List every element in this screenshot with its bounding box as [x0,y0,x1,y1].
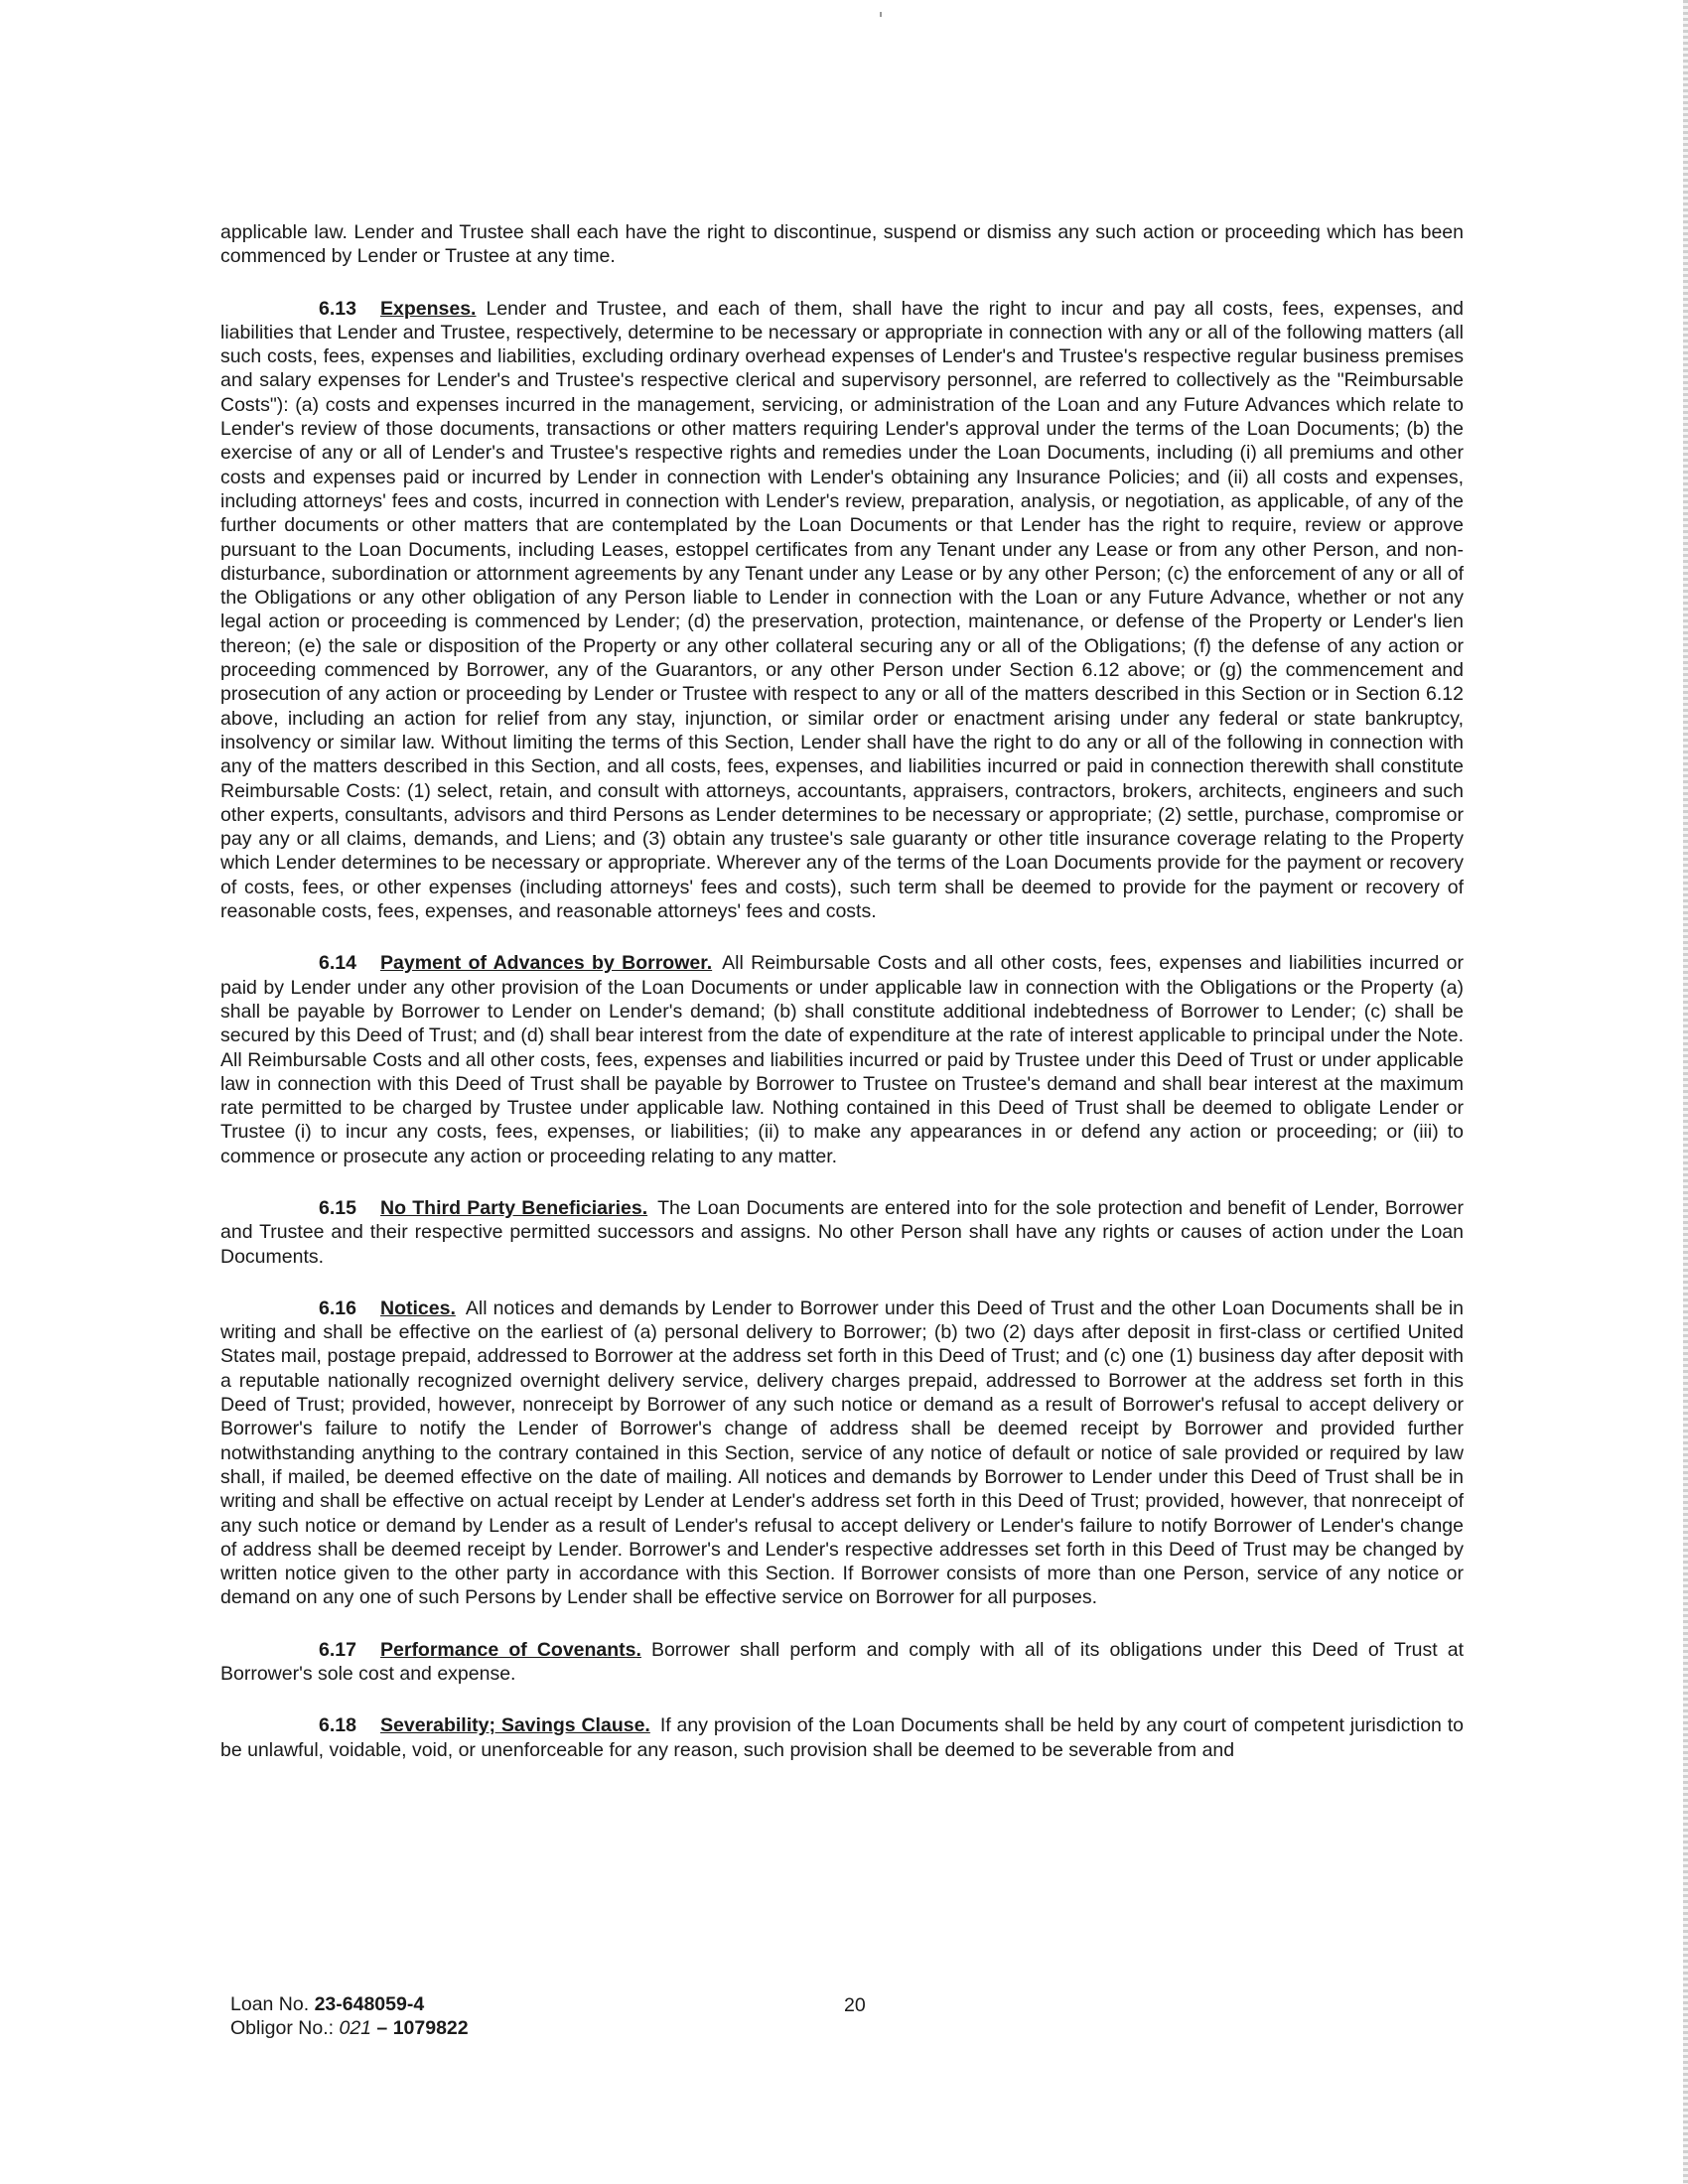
section-6-16 [220,1297,1464,1610]
section-heading: No Third Party Beneficiaries. [380,1196,648,1219]
section-heading: Notices. [380,1297,456,1319]
section-text: Lender and Trustee, and each of them, shall have the right to incur and pay all costs, fees, expenses, and liabilities that Lender and Trustee, respectively, determine to be necessary or appropriate in connection with any or all of the following matters (all such costs, fees, expenses and liabilities, excluding ordinary overhead expenses of Lender's and Trustee's respective regular business premises and salary expenses for Lender's and Trustee's respective clerical and supervisory personnel, are referred to collectively as the "Reimbursable Costs"): (a) costs and expenses incurred in the management, servicing, or administration of the Loan and any Future Advances which relate to Lender's review of those documents, transactions or other matters requiring Lender's approval under the terms of the Loan Documents; (b) the exercise of any or all of Lender's and Trustee's respective rights and remedies under the Loan Documents, including (i) all premiums and other costs and expenses paid or incurred by Lender in connection with Lender's obtaining any Insurance Policies; and (ii) all costs and expenses, including attorneys' fees and costs, incurred in connection with Lender's review, preparation, analysis, or negotiation, as applicable, of any of the further documents or other matters that are contemplated by the Loan Documents or that Lender has the right to require, review or approve pursuant to the Loan Documents, including Leases, estoppel certificates from any Tenant under any Lease or from any other Person, and non-disturbance, subordination or attornment agreements by any Tenant under any Lease or by any other Person; (c) the enforcement of any or all of the Obligations or any other obligation of any Person liable to Lender in connection with the Loan or any Future Advance, whether or not any legal action or proceeding is commenced by Lender; (d) the preservation, protection, maintenance, or defense of the Property or Lender's lien thereon; (e) the sale or disposition of the Property or any other collateral securing any or all of the Obligations; (f) the defense of any action or proceeding commenced by Borrower, any of the Guarantors, or any other Person under Section 6.12 above; or (g) the commencement and prosecution of any action or proceeding by Lender or Trustee with respect to any or all of the matters described in this Section or in Section 6.12 above, including an action for relief from any stay, injunction, or similar order or enactment arising under any federal or state bankruptcy, insolvency or similar law. Without limiting the terms of this Section, Lender shall have the right to do any or all of the following in connection with any of the matters described in this Section, and all costs, fees, expenses, and liabilities incurred or paid in connection therewith shall constitute Reimbursable Costs: (1) select, retain, and consult with attorneys, accountants, appraisers, contractors, brokers, architects, engineers and such other experts, consultants, advisors and third Persons as Lender determines to be necessary or appropriate; (2) settle, purchase, compromise or pay any or all claims, demands, and Liens; and (3) obtain any trustee's sale guaranty or other title insurance coverage relating to the Property which Lender determines to be necessary or appropriate. Wherever any of the terms of the Loan Documents provide for the payment or recovery of costs, fees, or other expenses (including attorneys' fees and costs), such term shall be deemed to provide for the payment or recovery of reasonable costs, fees, expenses, and reasonable attorneys' fees and costs. [220,297,1464,923]
loan-number: 23-648059-4 [314,1993,425,2015]
scan-edge [1683,0,1688,2184]
section-heading: Performance of Covenants. [380,1638,641,1661]
section-text: All notices and demands by Lender to Borrower under this Deed of Trust and the other Loan Documents shall be in writing and shall be effective on the earliest of (a) personal delivery to Borrower; (b) two (2) days after deposit in first-class or certified United States mail, postage prepaid, addressed to Borrower at the address set forth in this Deed of Trust; and (c) one (1) business day after deposit with a reputable nationally recognized overnight delivery service, delivery charges prepaid, addressed to Borrower at the address set forth in this Deed of Trust; provided, however, nonreceipt by Borrower of any such notice or demand as a result of Borrower's refusal to accept delivery or Borrower's failure to notify the Lender of Borrower's change of address shall be deemed receipt by Borrower and provided further notwithstanding anything to the contrary contained in this Section, service of any notice of default or notice of sale provided or required by law shall, if mailed, be deemed effective on the date of mailing. All notices and demands by Borrower to Lender under this Deed of Trust shall be in writing and shall be effective on actual receipt by Lender at Lender's address set forth in this Deed of Trust; provided, however, that nonreceipt of any such notice or demand by Lender as a result of Lender's refusal to accept delivery or Lender's failure to notify Borrower of Lender's change of address shall be deemed receipt by Lender. Borrower's and Lender's respective addresses set forth in this Deed of Trust may be changed by written notice given to the other party in accordance with this Section. If Borrower consists of more than one Person, service of any notice or demand on any one of such Persons by Lender shall be effective service on Borrower for all purposes. [220,1297,1464,1609]
section-number: 6.17 [319,1638,356,1661]
page-number: 20 [844,1994,866,2016]
section-6-14 [220,951,1464,1168]
obligor-separator: – [371,2017,393,2039]
scan-speck [880,12,882,17]
section-6-15 [220,1196,1464,1269]
obligor-number-line [230,2016,1462,2040]
loan-label: Loan No. [230,1993,310,2015]
section-6-18 [220,1713,1464,1762]
section-text: Borrower shall perform and comply with all of its obligations under this Deed of Trust at Borrower's sole cost and expense. [220,1638,1464,1686]
section-heading: Expenses. [380,297,477,320]
section-text: If any provision of the Loan Documents shall be held by any court of competent jurisdiction to be unlawful, voidable, void, or unenforceable for any reason, such provision shall be deemed to be severable from and [220,1714,1465,1761]
section-number: 6.13 [319,297,356,320]
section-text: The Loan Documents are entered into for the sole protection and benefit of Lender, Borrower and Trustee and their respective permitted successors and assigns. No other Person shall have any rights or causes of action under the Loan Documents. [220,1196,1464,1268]
section-6-13 [220,297,1464,924]
section-number: 6.14 [319,952,356,975]
obligor-prefix: 021 [339,2017,372,2039]
obligor-number: 1079822 [392,2017,469,2039]
section-heading: Severability; Savings Clause. [380,1714,650,1737]
document-body [220,220,1464,1790]
section-6-17 [220,1638,1464,1687]
section-number: 6.16 [319,1297,356,1319]
obligor-label: Obligor No.: [230,2017,335,2039]
section-text: All Reimbursable Costs and all other costs, fees, expenses and liabilities incurred or paid by Lender under any other provision of the Loan Documents or under applicable law in connection with the Obligations or the Property (a) shall be payable by Borrower to Lender on Lender's demand; (b) shall constitute additional indebtedness of Borrower to Lender; (c) shall be secured by this Deed of Trust; and (d) shall bear interest from the date of expenditure at the rate of interest applicable to principal under the Note. All Reimbursable Costs and all other costs, fees, expenses and liabilities incurred or paid by Trustee under this Deed of Trust or under applicable law in connection with this Deed of Trust shall be payable by Borrower to Trustee on Trustee's demand and shall bear interest at the maximum rate permitted to be charged by Trustee under applicable law. Nothing contained in this Deed of Trust shall be deemed to obligate Lender or Trustee (i) to incur any costs, fees, expenses, or liabilities; (ii) to make any appearances in or defend any action or proceeding; or (iii) to commence or prosecute any action or proceeding relating to any matter. [220,952,1464,1167]
section-heading: Payment of Advances by Borrower. [380,952,713,975]
section-number: 6.18 [319,1714,356,1737]
section-number: 6.15 [319,1196,356,1219]
intro-paragraph: applicable law. Lender and Trustee shall each have the right to discontinue, suspend or dismiss any such action or proceeding which has been commenced by Lender or Trustee at any time. [220,221,1464,268]
